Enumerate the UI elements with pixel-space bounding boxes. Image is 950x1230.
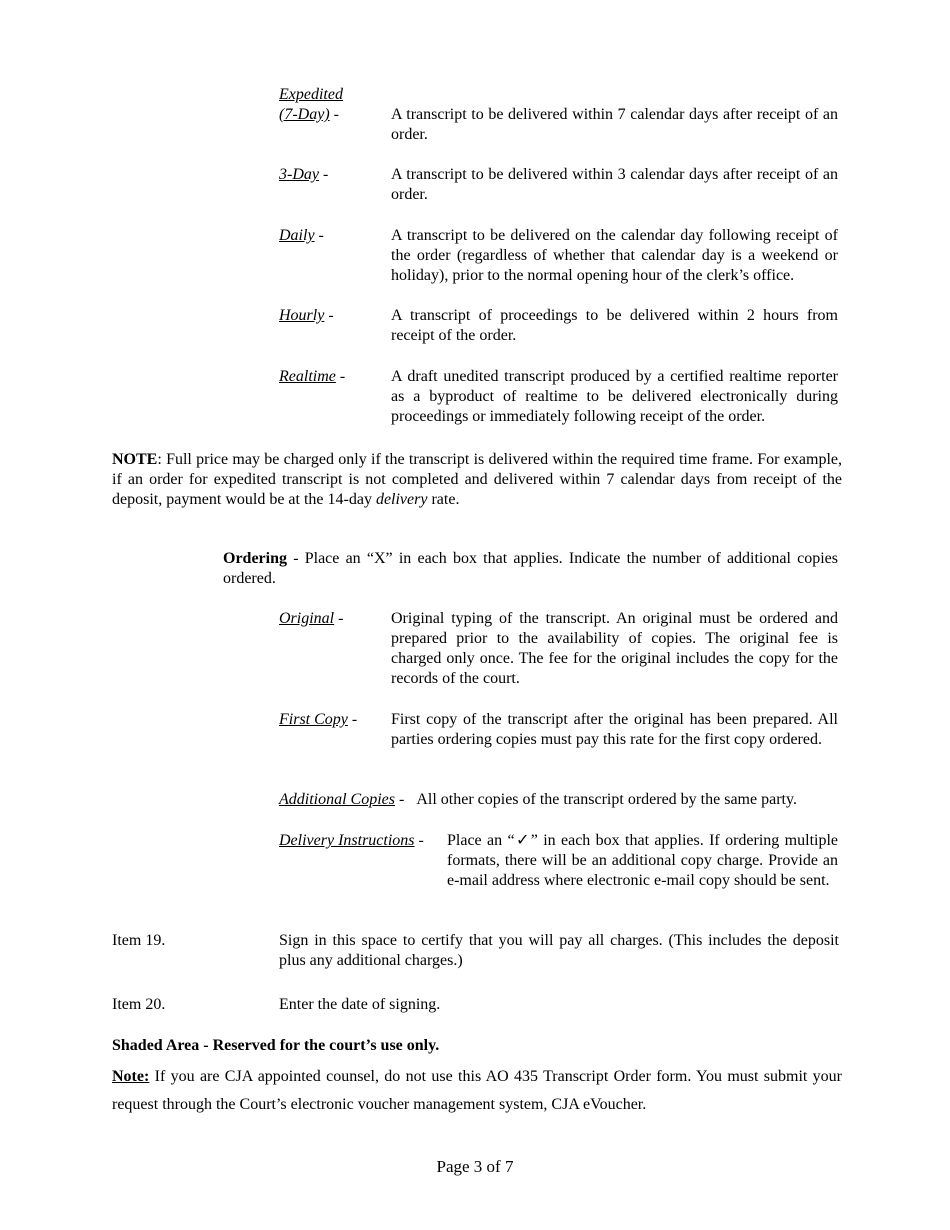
note-label: NOTE	[112, 451, 158, 468]
additional-copies-line: Additional Copies - All other copies of the transcript ordered by the same party.	[279, 791, 797, 808]
definition-expedited: A transcript to be delivered within 7 calendar days after receipt of an order.	[391, 106, 838, 143]
term-delivery-instructions: Delivery Instructions -	[279, 832, 424, 849]
item-19-label: Item 19.	[112, 932, 166, 949]
term-3-day: 3-Day -	[279, 166, 329, 183]
item-20-text: Enter the date of signing.	[279, 996, 441, 1013]
definition-delivery-instructions: Place an “✓” in each box that applies. If ordering multiple formats, there will be an additional copy charge. Provide an e-mail address where electronic e-mail copy should be sent.	[447, 832, 838, 889]
term-first-copy: First Copy -	[279, 711, 358, 728]
term-additional-copies: Additional Copies	[279, 791, 395, 808]
term-hourly: Hourly -	[279, 307, 334, 324]
page-number: Page 3 of 7	[436, 1157, 514, 1176]
term-expedited: Expedited (7-Day) -	[279, 86, 343, 123]
note-paragraph: NOTE: Full price may be charged only if the transcript is delivered within the required time frame. For example, if an order for expedited transcript is not completed and delivered within 7 calendar days from receipt of the deposit, payment would be at the 14-day delivery rate.	[112, 451, 842, 508]
item-19-text: Sign in this space to certify that you will pay all charges. (This includes the deposit plus any additional charges.)	[279, 932, 839, 969]
definition-first-copy: First copy of the transcript after the original has been prepared. All parties ordering copies must pay this rate for the first copy ordered.	[391, 711, 838, 748]
definition-additional-copies: All other copies of the transcript ordered by the same party.	[416, 791, 797, 808]
term-daily: Daily -	[279, 227, 324, 244]
term-original: Original -	[279, 610, 344, 627]
cja-note-label: Note:	[112, 1068, 150, 1085]
ordering-paragraph: Ordering - Place an “X” in each box that applies. Indicate the number of additional copies ordered.	[223, 550, 838, 587]
term-expedited-line1: Expedited	[279, 86, 343, 103]
definition-3-day: A transcript to be delivered within 3 calendar days after receipt of an order.	[391, 166, 838, 203]
definition-daily: A transcript to be delivered on the calendar day following receipt of the order (regardless of whether that calendar day is a weekend or holiday), prior to the normal opening hour of the clerk’s office.	[391, 227, 838, 284]
term-realtime: Realtime -	[279, 368, 346, 385]
definition-realtime: A draft unedited transcript produced by a certified realtime reporter as a byproduct of realtime to be delivered electronically during proceedings or immediately following receipt of the order.	[391, 368, 838, 425]
shaded-area-heading: Shaded Area - Reserved for the court’s use only.	[112, 1037, 440, 1054]
item-20-label: Item 20.	[112, 996, 166, 1013]
term-expedited-line2: (7-Day)	[279, 106, 330, 123]
ordering-label: Ordering	[223, 550, 287, 567]
definition-hourly: A transcript of proceedings to be delivered within 2 hours from receipt of the order.	[391, 307, 838, 344]
cja-note-paragraph: Note: If you are CJA appointed counsel, do not use this AO 435 Transcript Order form. You must submit your request through the Court’s electronic voucher management system, CJA eVoucher.	[112, 1068, 842, 1113]
definition-original: Original typing of the transcript. An original must be ordered and prepared prior to the availability of copies. The original fee is charged only once. The fee for the original includes the copy for the records of the court.	[391, 610, 838, 687]
